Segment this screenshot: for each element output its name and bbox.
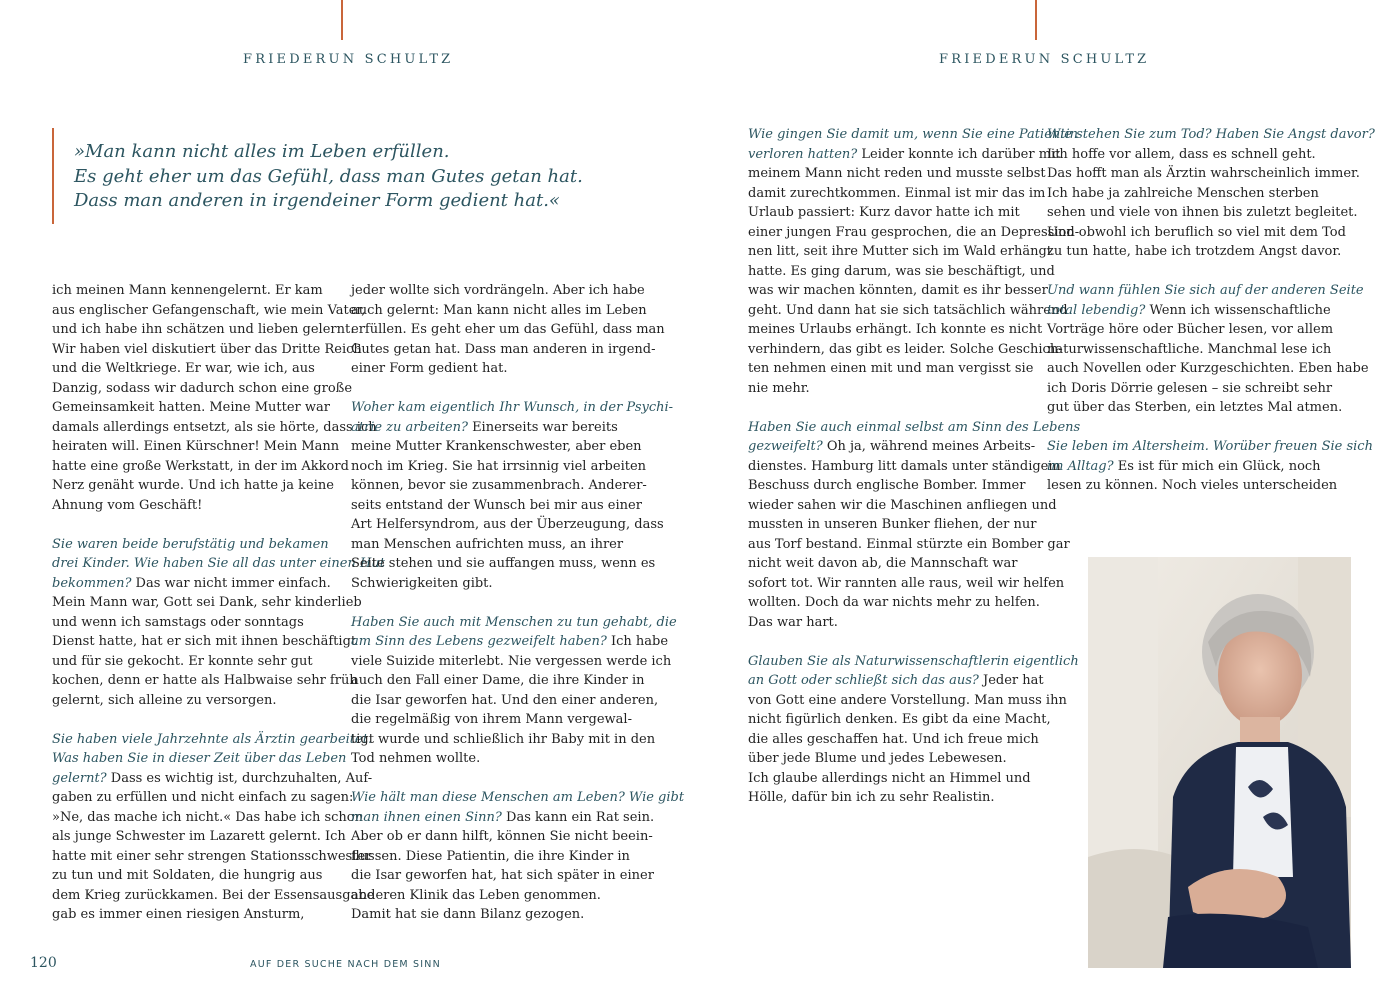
text-line bbox=[351, 398, 674, 418]
answer-text: Das war nicht immer einfach. bbox=[131, 575, 331, 591]
answer-text: damit zurechtkommen. Einmal ist mir das im bbox=[748, 185, 1046, 201]
answer-text: anderen Klinik das Leben genommen. bbox=[351, 887, 601, 903]
answer-text: heiraten will. Einen Kürschner! Mein Mann bbox=[52, 439, 340, 454]
answer-text: tigt wurde und schließlich ihr Baby mit in den bbox=[351, 731, 656, 747]
answer-text: die Isar geworfen hat. Und den einer anderen, bbox=[351, 692, 659, 708]
answer-text: Ich habe bbox=[606, 634, 669, 649]
answer-text: hatte mit einer sehr strengen Stationsschwester bbox=[52, 848, 372, 864]
text-line bbox=[52, 691, 337, 711]
interview-question: man ihnen einen Sinn? bbox=[351, 809, 502, 825]
text-line bbox=[1047, 476, 1337, 496]
answer-text: Danzig, sodass wir dadurch schon eine große bbox=[52, 380, 353, 396]
text-line bbox=[748, 320, 1043, 340]
text-line bbox=[748, 457, 1061, 477]
text-line bbox=[52, 320, 355, 340]
text-line bbox=[748, 379, 1035, 399]
answer-text: auch gelernt: Man kann nicht alles im Leben bbox=[351, 302, 647, 318]
paragraph bbox=[748, 125, 1080, 398]
text-line bbox=[748, 788, 1035, 808]
text-line bbox=[748, 730, 1039, 750]
text-line bbox=[351, 886, 636, 906]
text-line bbox=[52, 379, 353, 399]
text-line bbox=[1047, 125, 1375, 145]
answer-text: als junge Schwester im Lazarett gelernt. Ich bbox=[52, 829, 346, 844]
answer-text: Ich hoffe vor allem, dass es schnell geht. bbox=[1047, 146, 1316, 162]
text-line bbox=[748, 749, 1035, 769]
interview-question: Haben Sie auch mit Menschen zu tun gehabt, die bbox=[351, 614, 677, 630]
text-line bbox=[748, 496, 1057, 516]
answer-text: viele Suizide miterlebt. Nie vergessen werde ich bbox=[351, 653, 672, 669]
answer-text: ich meinen Mann kennengelernt. Er kam bbox=[52, 283, 323, 298]
answer-text: Ich glaube allerdings nicht an Himmel und bbox=[748, 770, 1031, 786]
text-line bbox=[351, 476, 647, 496]
text-line bbox=[52, 652, 337, 672]
text-line bbox=[52, 905, 337, 925]
text-line bbox=[1047, 164, 1360, 184]
paragraph bbox=[351, 613, 677, 769]
text-line bbox=[52, 632, 357, 652]
paragraph bbox=[351, 788, 685, 925]
answer-text: erfüllen. Es geht eher um das Gefühl, dass man bbox=[351, 322, 665, 337]
answer-text: zu tun und mit Soldaten, die hungrig aus bbox=[52, 868, 323, 883]
text-line bbox=[52, 808, 364, 828]
interview-question: Woher kam eigentlich Ihr Wunsch, in der Psychi- bbox=[351, 400, 674, 415]
answer-text: aus Torf bestand. Einmal stürzte ein Bomber gar bbox=[748, 536, 1070, 552]
interview-question: drei Kinder. Wie haben Sie all das unter einen Hut bbox=[52, 556, 385, 571]
text-line bbox=[1047, 145, 1337, 165]
answer-text: Es ist für mich ein Glück, noch bbox=[1113, 458, 1321, 474]
interview-question: Und wann fühlen Sie sich auf der anderen Seite bbox=[1047, 283, 1364, 298]
answer-text: hatte. Es ging darum, was sie beschäftigt, und bbox=[748, 263, 1055, 279]
interview-question: gelernt? bbox=[52, 770, 107, 786]
text-line bbox=[351, 554, 656, 574]
text-line bbox=[351, 418, 636, 438]
text-line bbox=[351, 613, 677, 633]
answer-text: geht. Und dann hat sie sich tatsächlich während bbox=[748, 302, 1068, 318]
text-line bbox=[748, 710, 1051, 730]
text-line bbox=[52, 788, 354, 808]
answer-text: Wenn ich wissenschaftliche bbox=[1145, 302, 1331, 318]
answer-text: Tod nehmen wollte. bbox=[351, 751, 481, 766]
pullquote-line: »Man kann nicht alles im Leben erfüllen. bbox=[74, 141, 450, 162]
answer-text: meine Mutter Krankenschwester, aber eben bbox=[351, 439, 642, 454]
answer-text: Ich habe ja zahlreiche Menschen sterben bbox=[1047, 185, 1319, 201]
text-line bbox=[351, 749, 636, 769]
paragraph bbox=[52, 281, 377, 515]
answer-text: »Ne, das mache ich nicht.« Das habe ich schon bbox=[52, 809, 364, 825]
text-line bbox=[351, 652, 672, 672]
answer-text: über jede Blume und jedes Lebewesen. bbox=[748, 751, 1007, 766]
interview-question: Sie haben viele Jahrzehnte als Ärztin gearbeitet. bbox=[52, 731, 373, 747]
text-line bbox=[351, 281, 645, 301]
paragraph bbox=[52, 730, 375, 925]
text-line bbox=[351, 437, 642, 457]
text-line bbox=[351, 359, 636, 379]
interview-question: Was haben Sie in dieser Zeit über das Leben bbox=[52, 751, 347, 766]
answer-text: und ich habe ihn schätzen und lieben gelernt. bbox=[52, 322, 355, 337]
text-line bbox=[748, 340, 1063, 360]
text-line bbox=[748, 184, 1046, 204]
text-line bbox=[1047, 457, 1337, 477]
interview-question: Glauben Sie als Naturwissenschaftlerin eigentlich bbox=[748, 653, 1079, 669]
text-line bbox=[52, 613, 337, 633]
text-line bbox=[351, 457, 647, 477]
answer-text: Schwierigkeiten gibt. bbox=[351, 575, 493, 591]
running-head: FRIEDERUN SCHULTZ bbox=[243, 52, 454, 67]
answer-text: und die Weltkriege. Er war, wie ich, aus bbox=[52, 361, 315, 376]
text-line bbox=[748, 574, 1065, 594]
answer-text: damals allerdings entsetzt, als sie hörte, dass ich bbox=[52, 419, 377, 435]
answer-text: Oh ja, während meines Arbeits- bbox=[822, 439, 1036, 454]
text-line bbox=[52, 437, 340, 457]
answer-text: Aber ob er dann hilft, können Sie nicht beein- bbox=[351, 829, 653, 844]
answer-text: Das kann ein Rat sein. bbox=[501, 809, 655, 825]
text-line bbox=[351, 671, 645, 691]
answer-text: Ahnung vom Geschäft! bbox=[52, 497, 203, 513]
text-line bbox=[748, 769, 1035, 789]
answer-text: nen litt, seit ihre Mutter sich im Wald erhängt bbox=[748, 244, 1052, 259]
pullquote bbox=[52, 128, 612, 224]
answer-text: Wir haben viel diskutiert über das Dritte Reich bbox=[52, 341, 362, 357]
answer-text: Dienst hatte, hat er sich mit ihnen beschäftigt bbox=[52, 634, 357, 649]
text-line bbox=[52, 340, 362, 360]
text-line bbox=[351, 847, 636, 867]
text-line bbox=[351, 574, 636, 594]
answer-text: dienstes. Hamburg litt damals unter ständigem bbox=[748, 458, 1061, 474]
interview-question: total lebendig? bbox=[1047, 302, 1146, 318]
text-line bbox=[351, 320, 665, 340]
answer-text: gaben zu erfüllen und nicht einfach zu sagen: bbox=[52, 790, 354, 805]
answer-text: jeder wollte sich vordrängeln. Aber ich habe bbox=[351, 283, 645, 298]
text-line bbox=[52, 554, 385, 574]
interview-question: am Sinn des Lebens gezweifelt haben? bbox=[351, 634, 607, 649]
answer-text: nie mehr. bbox=[748, 380, 810, 396]
text-line bbox=[748, 515, 1035, 535]
answer-text: dem Krieg zurückkamen. Bei der Essensausgabe bbox=[52, 887, 375, 903]
pullquote-line: Dass man anderen in irgendeiner Form gedient hat.« bbox=[74, 190, 560, 211]
answer-text: Mein Mann war, Gott sei Dank, sehr kinderlieb bbox=[52, 595, 362, 610]
text-line bbox=[52, 730, 373, 750]
interview-question: an Gott oder schließt sich das aus? bbox=[748, 673, 979, 688]
text-line bbox=[748, 476, 1035, 496]
interview-question: im Alltag? bbox=[1047, 458, 1114, 474]
text-line bbox=[748, 418, 1081, 438]
answer-text: ten nehmen einen mit und man vergisst sie bbox=[748, 361, 1034, 376]
answer-text: nicht figürlich denken. Es gibt da eine Macht, bbox=[748, 712, 1051, 727]
answer-text: Urlaub passiert: Kurz davor hatte ich mit bbox=[748, 205, 1020, 220]
answer-text: gab es immer einen riesigen Ansturm, bbox=[52, 907, 305, 922]
text-line bbox=[1047, 359, 1369, 379]
answer-text: noch im Krieg. Sie hat irrsinnig viel arbeiten bbox=[351, 458, 647, 474]
text-line bbox=[52, 398, 337, 418]
answer-text: die regelmäßig von ihrem Mann vergewal- bbox=[351, 712, 632, 727]
answer-text: die Isar geworfen hat, hat sich später in einer bbox=[351, 868, 654, 883]
answer-text: Einerseits war bereits bbox=[467, 419, 618, 435]
text-line bbox=[351, 535, 636, 555]
text-line bbox=[52, 418, 377, 438]
text-line bbox=[351, 827, 653, 847]
interview-question: Haben Sie auch einmal selbst am Sinn des Lebens bbox=[748, 419, 1081, 435]
text-line bbox=[1047, 320, 1337, 340]
pullquote-line: Es geht eher um das Gefühl, dass man Gutes getan hat. bbox=[74, 165, 583, 187]
answer-text: zu tun hatte, habe ich trotzdem Angst davor. bbox=[1047, 244, 1342, 259]
page-number: 120 bbox=[30, 955, 57, 971]
answer-text: Dass es wichtig ist, durchzuhalten, Auf- bbox=[106, 770, 373, 786]
text-line bbox=[1047, 340, 1337, 360]
portrait-illustration bbox=[1088, 557, 1351, 968]
text-line bbox=[351, 788, 685, 808]
text-line bbox=[748, 437, 1035, 457]
answer-text: einer Form gedient hat. bbox=[351, 361, 508, 376]
answer-text: aus englischer Gefangenschaft, wie mein Vater, bbox=[52, 302, 366, 318]
answer-text: Nerz genäht wurde. Und ich hatte ja keine bbox=[52, 478, 334, 493]
paragraph bbox=[748, 652, 1079, 808]
answer-text: Und obwohl ich beruflich so viel mit dem Tod bbox=[1047, 224, 1346, 240]
answer-text: meines Urlaubs erhängt. Ich konnte es nicht bbox=[748, 322, 1043, 337]
answer-text: gelernt, sich alleine zu versorgen. bbox=[52, 692, 277, 708]
paragraph bbox=[1047, 125, 1375, 262]
answer-text: verhindern, das gibt es leider. Solche Geschich- bbox=[748, 341, 1063, 357]
book-title-footer: AUF DER SUCHE NACH DEM SINN bbox=[250, 959, 441, 970]
paragraph bbox=[1047, 437, 1373, 496]
answer-text: Gutes getan hat. Dass man anderen in irgend- bbox=[351, 341, 656, 357]
text-line bbox=[52, 866, 337, 886]
text-line bbox=[52, 769, 373, 789]
answer-text: hatte eine große Werkstatt, in der im Akkord bbox=[52, 458, 349, 474]
answer-text: und wenn ich samstags oder sonntags bbox=[52, 614, 304, 630]
text-line bbox=[52, 749, 347, 769]
text-line bbox=[1047, 437, 1373, 457]
answer-text: auch den Fall einer Dame, die ihre Kinder in bbox=[351, 673, 645, 688]
paragraph bbox=[52, 535, 385, 711]
text-line bbox=[351, 496, 642, 516]
text-line bbox=[748, 203, 1035, 223]
answer-text: lesen zu können. Noch vieles unterscheiden bbox=[1047, 478, 1338, 493]
interview-question: Sie waren beide berufstätig und bekamen bbox=[52, 536, 329, 552]
answer-text: sehen und viele von ihnen bis zuletzt begleitet. bbox=[1047, 205, 1358, 220]
answer-text: einer jungen Frau gesprochen, die an Depression- bbox=[748, 224, 1080, 240]
answer-text: was wir machen könnten, damit es ihr besser bbox=[748, 283, 1048, 298]
paragraph bbox=[351, 281, 665, 379]
answer-text: Seite stehen und sie auffangen muss, wenn es bbox=[351, 556, 656, 571]
text-line bbox=[748, 671, 1044, 691]
text-line bbox=[748, 164, 1046, 184]
interview-question: Sie leben im Altersheim. Worüber freuen Sie sich bbox=[1047, 439, 1373, 454]
text-line bbox=[748, 262, 1055, 282]
portrait-photo bbox=[1088, 557, 1351, 968]
text-line bbox=[748, 554, 1035, 574]
paragraph bbox=[1047, 281, 1369, 418]
answer-text: wollten. Doch da war nichts mehr zu helfen. bbox=[748, 595, 1040, 610]
answer-text: die alles geschaffen hat. Und ich freue mich bbox=[748, 731, 1039, 747]
paragraph bbox=[351, 398, 674, 593]
top-rule bbox=[341, 0, 343, 40]
answer-text: Beschuss durch englische Bomber. Immer bbox=[748, 478, 1026, 493]
text-line bbox=[52, 476, 337, 496]
interview-question: Wie hält man diese Menschen am Leben? Wie gibt bbox=[351, 790, 685, 805]
answer-text: auch Novellen oder Kurzgeschichten. Eben habe bbox=[1047, 361, 1369, 376]
answer-text: naturwissenschaftliche. Manchmal lese ich bbox=[1047, 341, 1332, 357]
text-line bbox=[351, 632, 669, 652]
text-line bbox=[748, 223, 1080, 243]
text-line bbox=[52, 496, 337, 516]
text-line bbox=[52, 886, 375, 906]
text-line bbox=[1047, 242, 1342, 262]
text-line bbox=[1047, 379, 1337, 399]
text-line bbox=[52, 301, 366, 321]
text-line bbox=[748, 281, 1048, 301]
answer-text: Art Helfersyndrom, aus der Überzeugung, dass bbox=[351, 517, 664, 532]
text-line bbox=[748, 535, 1070, 555]
text-line bbox=[351, 730, 656, 750]
answer-text: wieder sahen wir die Maschinen anfliegen und bbox=[748, 497, 1057, 513]
text-line bbox=[52, 535, 337, 555]
text-column bbox=[351, 281, 685, 925]
text-line bbox=[52, 593, 362, 613]
text-line bbox=[748, 613, 1035, 633]
text-line bbox=[52, 827, 346, 847]
answer-text: kochen, denn er hatte als Halbwaise sehr früh bbox=[52, 673, 358, 688]
text-line bbox=[351, 710, 636, 730]
text-line bbox=[351, 808, 655, 828]
answer-text: sofort tot. Wir rannten alle raus, weil wir helfen bbox=[748, 575, 1065, 591]
answer-text: Hölle, dafür bin ich zu sehr Realistin. bbox=[748, 790, 995, 805]
text-line bbox=[1047, 398, 1343, 418]
text-line bbox=[1047, 281, 1364, 301]
text-line bbox=[748, 242, 1052, 262]
text-line bbox=[351, 866, 654, 886]
answer-text: Das hofft man als Ärztin wahrscheinlich immer. bbox=[1047, 166, 1360, 181]
text-column bbox=[1047, 125, 1375, 496]
text-line bbox=[52, 847, 372, 867]
answer-text: nicht weit davon ab, die Mannschaft war bbox=[748, 556, 1018, 571]
top-rule bbox=[1035, 0, 1037, 40]
text-line bbox=[748, 359, 1035, 379]
answer-text: Leider konnte ich darüber mit bbox=[857, 146, 1061, 162]
text-line bbox=[748, 593, 1040, 613]
answer-text: Damit hat sie dann Bilanz gezogen. bbox=[351, 907, 585, 922]
text-line bbox=[748, 145, 1061, 165]
text-line bbox=[1047, 203, 1358, 223]
interview-question: Wie gingen Sie damit um, wenn Sie eine Patientin bbox=[748, 127, 1079, 142]
answer-text: seits entstand der Wunsch bei mir aus einer bbox=[351, 497, 642, 513]
text-line bbox=[748, 125, 1079, 145]
answer-text: Vorträge höre oder Bücher lesen, vor allem bbox=[1047, 322, 1334, 337]
text-line bbox=[351, 691, 659, 711]
text-line bbox=[52, 281, 337, 301]
text-line bbox=[351, 340, 656, 360]
answer-text: mussten in unseren Bunker fliehen, der nur bbox=[748, 517, 1037, 532]
text-line bbox=[351, 905, 636, 925]
text-line bbox=[1047, 223, 1346, 243]
interview-question: Wie stehen Sie zum Tod? Haben Sie Angst davor? bbox=[1047, 127, 1375, 142]
answer-text: Das war hart. bbox=[748, 614, 838, 630]
interview-question: gezweifelt? bbox=[748, 439, 823, 454]
answer-text: Jeder hat bbox=[978, 673, 1044, 688]
text-line bbox=[1047, 184, 1337, 204]
running-head: FRIEDERUN SCHULTZ bbox=[939, 52, 1150, 67]
text-line bbox=[52, 574, 337, 594]
text-line bbox=[52, 359, 337, 379]
text-line bbox=[748, 652, 1079, 672]
answer-text: und für sie gekocht. Er konnte sehr gut bbox=[52, 653, 313, 669]
answer-text: ich Doris Dörrie gelesen – sie schreibt sehr bbox=[1047, 380, 1333, 396]
interview-question: atrie zu arbeiten? bbox=[351, 419, 468, 435]
answer-text: gut über das Sterben, ein letztes Mal atmen. bbox=[1047, 400, 1343, 415]
text-line bbox=[52, 671, 358, 691]
text-line bbox=[52, 457, 349, 477]
text-line bbox=[351, 301, 647, 321]
answer-text: können, bevor sie zusammenbrach. Anderer- bbox=[351, 478, 647, 493]
answer-text: von Gott eine andere Vorstellung. Man muss ihn bbox=[748, 692, 1067, 708]
interview-question: verloren hatten? bbox=[748, 146, 858, 162]
interview-question: bekommen? bbox=[52, 575, 132, 591]
text-line bbox=[748, 301, 1068, 321]
text-column bbox=[52, 281, 385, 925]
answer-text: man Menschen aufrichten muss, an ihrer bbox=[351, 536, 624, 552]
right-page bbox=[690, 0, 1379, 1000]
answer-text: meinem Mann nicht reden und musste selbst bbox=[748, 166, 1046, 181]
text-line bbox=[748, 691, 1067, 711]
answer-text: flussen. Diese Patientin, die ihre Kinder in bbox=[351, 848, 630, 864]
text-line bbox=[351, 515, 664, 535]
text-line bbox=[1047, 301, 1337, 321]
answer-text: Gemeinsamkeit hatten. Meine Mutter war bbox=[52, 400, 330, 415]
